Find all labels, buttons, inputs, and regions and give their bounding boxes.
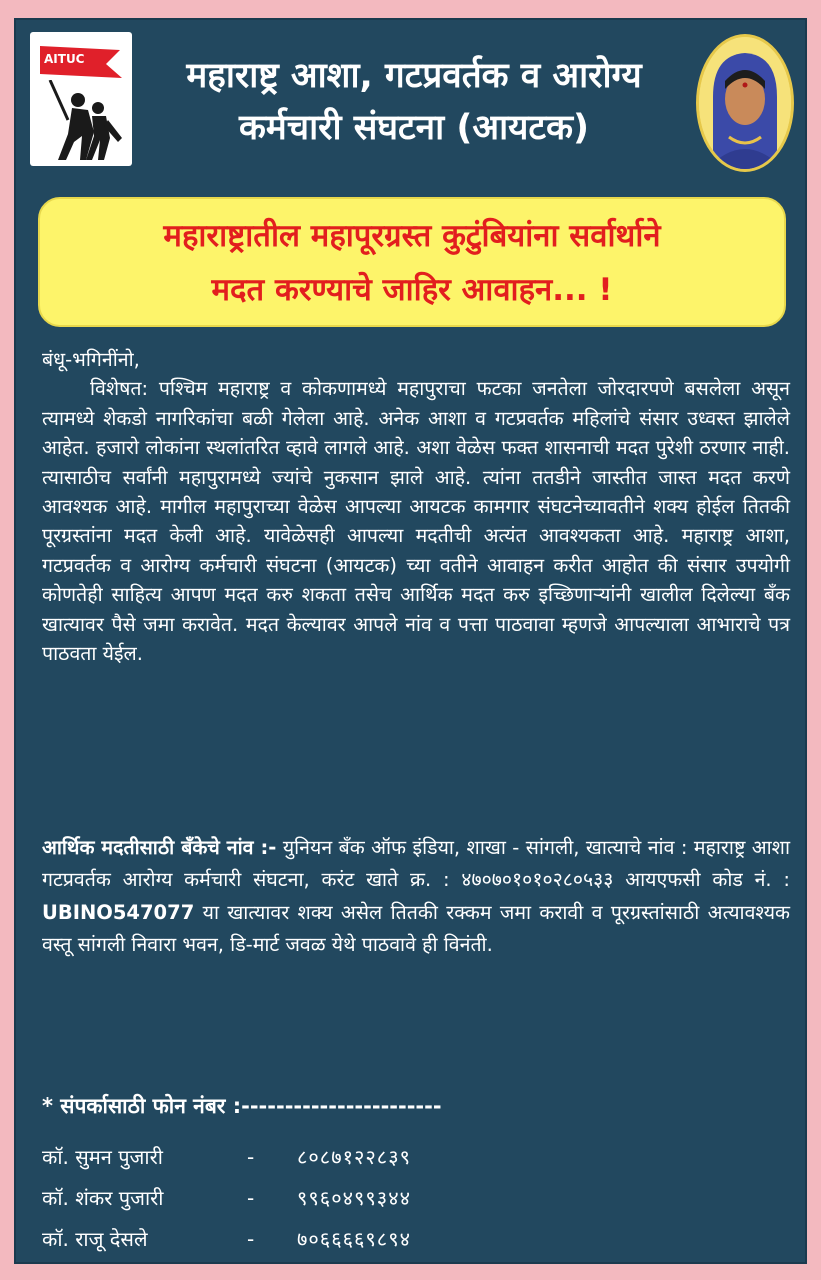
title-line-2: कर्मचारी संघटना (आयटक)	[239, 108, 589, 148]
bank-text-1: युनियन बँक ऑफ इंडिया, शाखा - सांगली, खात्याचे नांव : महाराष्ट्र आशा गटप्रवर्तक आरोग्य कर्मचारी संघटना, करंट खाते क्र. : ४७०७०१०१०२८०५३३ आयएफसी कोड नं. :	[42, 836, 790, 892]
contact-dash: -	[247, 1185, 255, 1210]
appeal-paragraph: विशेषत: पश्चिम महाराष्ट्र व कोकणामध्ये महापुराचा फटका जनतेला जोरदारपणे बसलेला असून त्यामध्ये शेकडो नागरिकांचा बळी गेलेला आहे. अनेक आशा व गटप्रवर्तक महिलांचे संसार उध्वस्त झालेले आहेत. हजारो लोकांना स्थलांतरित व्हावे लागले आहे. अशा वेळेस फक्त शासनाची मदत पुरेशी ठरणार नाही. त्यासाठीच सर्वांनी महापुरामध्ये ज्यांचे नुकसान झाले आहे. त्यांना ततडीने जास्तीत जास्त मदत करणे आवश्यक आहे. मागील महापुराच्या वेळेस आपल्या आयटक कामगार संघटनेच्यावतीने शक्य होईल तितकी पूरग्रस्तांना मदत केली आहे. यावेळेसही आपल्या मदतीची अत्यंत आवश्यकता आहे. महाराष्ट्र आशा, गटप्रवर्तक व आरोग्य कर्मचारी संघटना (आयटक) च्या वतीने आवाहन करीत आहोत की संसार उपयोगी कोणतेही साहित्य आपण मदत करु शकता तसेच आर्थिक मदत करु इच्छिणाऱ्यांनी खालील दिलेल्या बँक खात्यावर पैसे जमा करावेत. मदत केल्यावर आपले नांव व पत्ता पाठवावा म्हणजे आपल्याला आभाराचे पत्र पाठवता येईल.	[42, 377, 790, 666]
contact-name: कॉ. राजू देसले	[42, 1227, 148, 1251]
contact-row	[42, 1177, 562, 1218]
organization-title	[134, 50, 694, 154]
appeal-body	[42, 345, 790, 668]
logo-text: AITUC	[44, 52, 85, 66]
title-line-1: महाराष्ट्र आशा, गटप्रवर्तक व आरोग्य	[186, 56, 642, 96]
contact-list	[42, 1136, 562, 1259]
bank-text-2: या खात्यावर शक्य असेल तितकी रक्कम जमा करावी व पूरग्रस्तांसाठी अत्यावश्यक वस्तू सांगली निवारा भवन, डि-मार्ट जवळ येथे पाठवावे ही विनंती.	[42, 900, 790, 957]
contact-dash: -	[247, 1226, 255, 1251]
contact-row	[42, 1136, 562, 1177]
contact-name: कॉ. सुमन पुजारी	[42, 1145, 163, 1169]
woman-portrait-icon	[699, 37, 791, 169]
workers-silhouette-icon	[38, 80, 124, 162]
contact-heading: * संपर्कासाठी फोन नंबर :-----------------------	[42, 1094, 442, 1118]
contact-phone: ७०६६६६९८९४	[297, 1227, 411, 1251]
appeal-banner	[38, 197, 786, 327]
contact-phone: ८०८७१२२८३९	[297, 1145, 411, 1169]
contact-name: कॉ. शंकर पुजारी	[42, 1186, 164, 1210]
contact-dash: -	[247, 1144, 255, 1169]
poster	[14, 18, 807, 1264]
portrait-image	[696, 34, 794, 172]
salutation: बंधू-भगिनींनो,	[42, 348, 140, 371]
contact-phone: ९९६०४९९३४४	[297, 1186, 411, 1210]
bank-details	[42, 832, 790, 962]
banner-line-2: मदत करण्याचे जाहिर आवाहन... !	[211, 272, 613, 308]
contact-row	[42, 1218, 562, 1259]
banner-line-1: महाराष्ट्रातील महापूरग्रस्त कुटुंबियांना सर्वार्थाने	[163, 218, 661, 254]
bank-heading: आर्थिक मदतीसाठी बँकेचे नांव :-	[42, 836, 277, 859]
ifsc-code: UBINO547077	[42, 900, 195, 924]
aituc-logo	[30, 32, 132, 166]
